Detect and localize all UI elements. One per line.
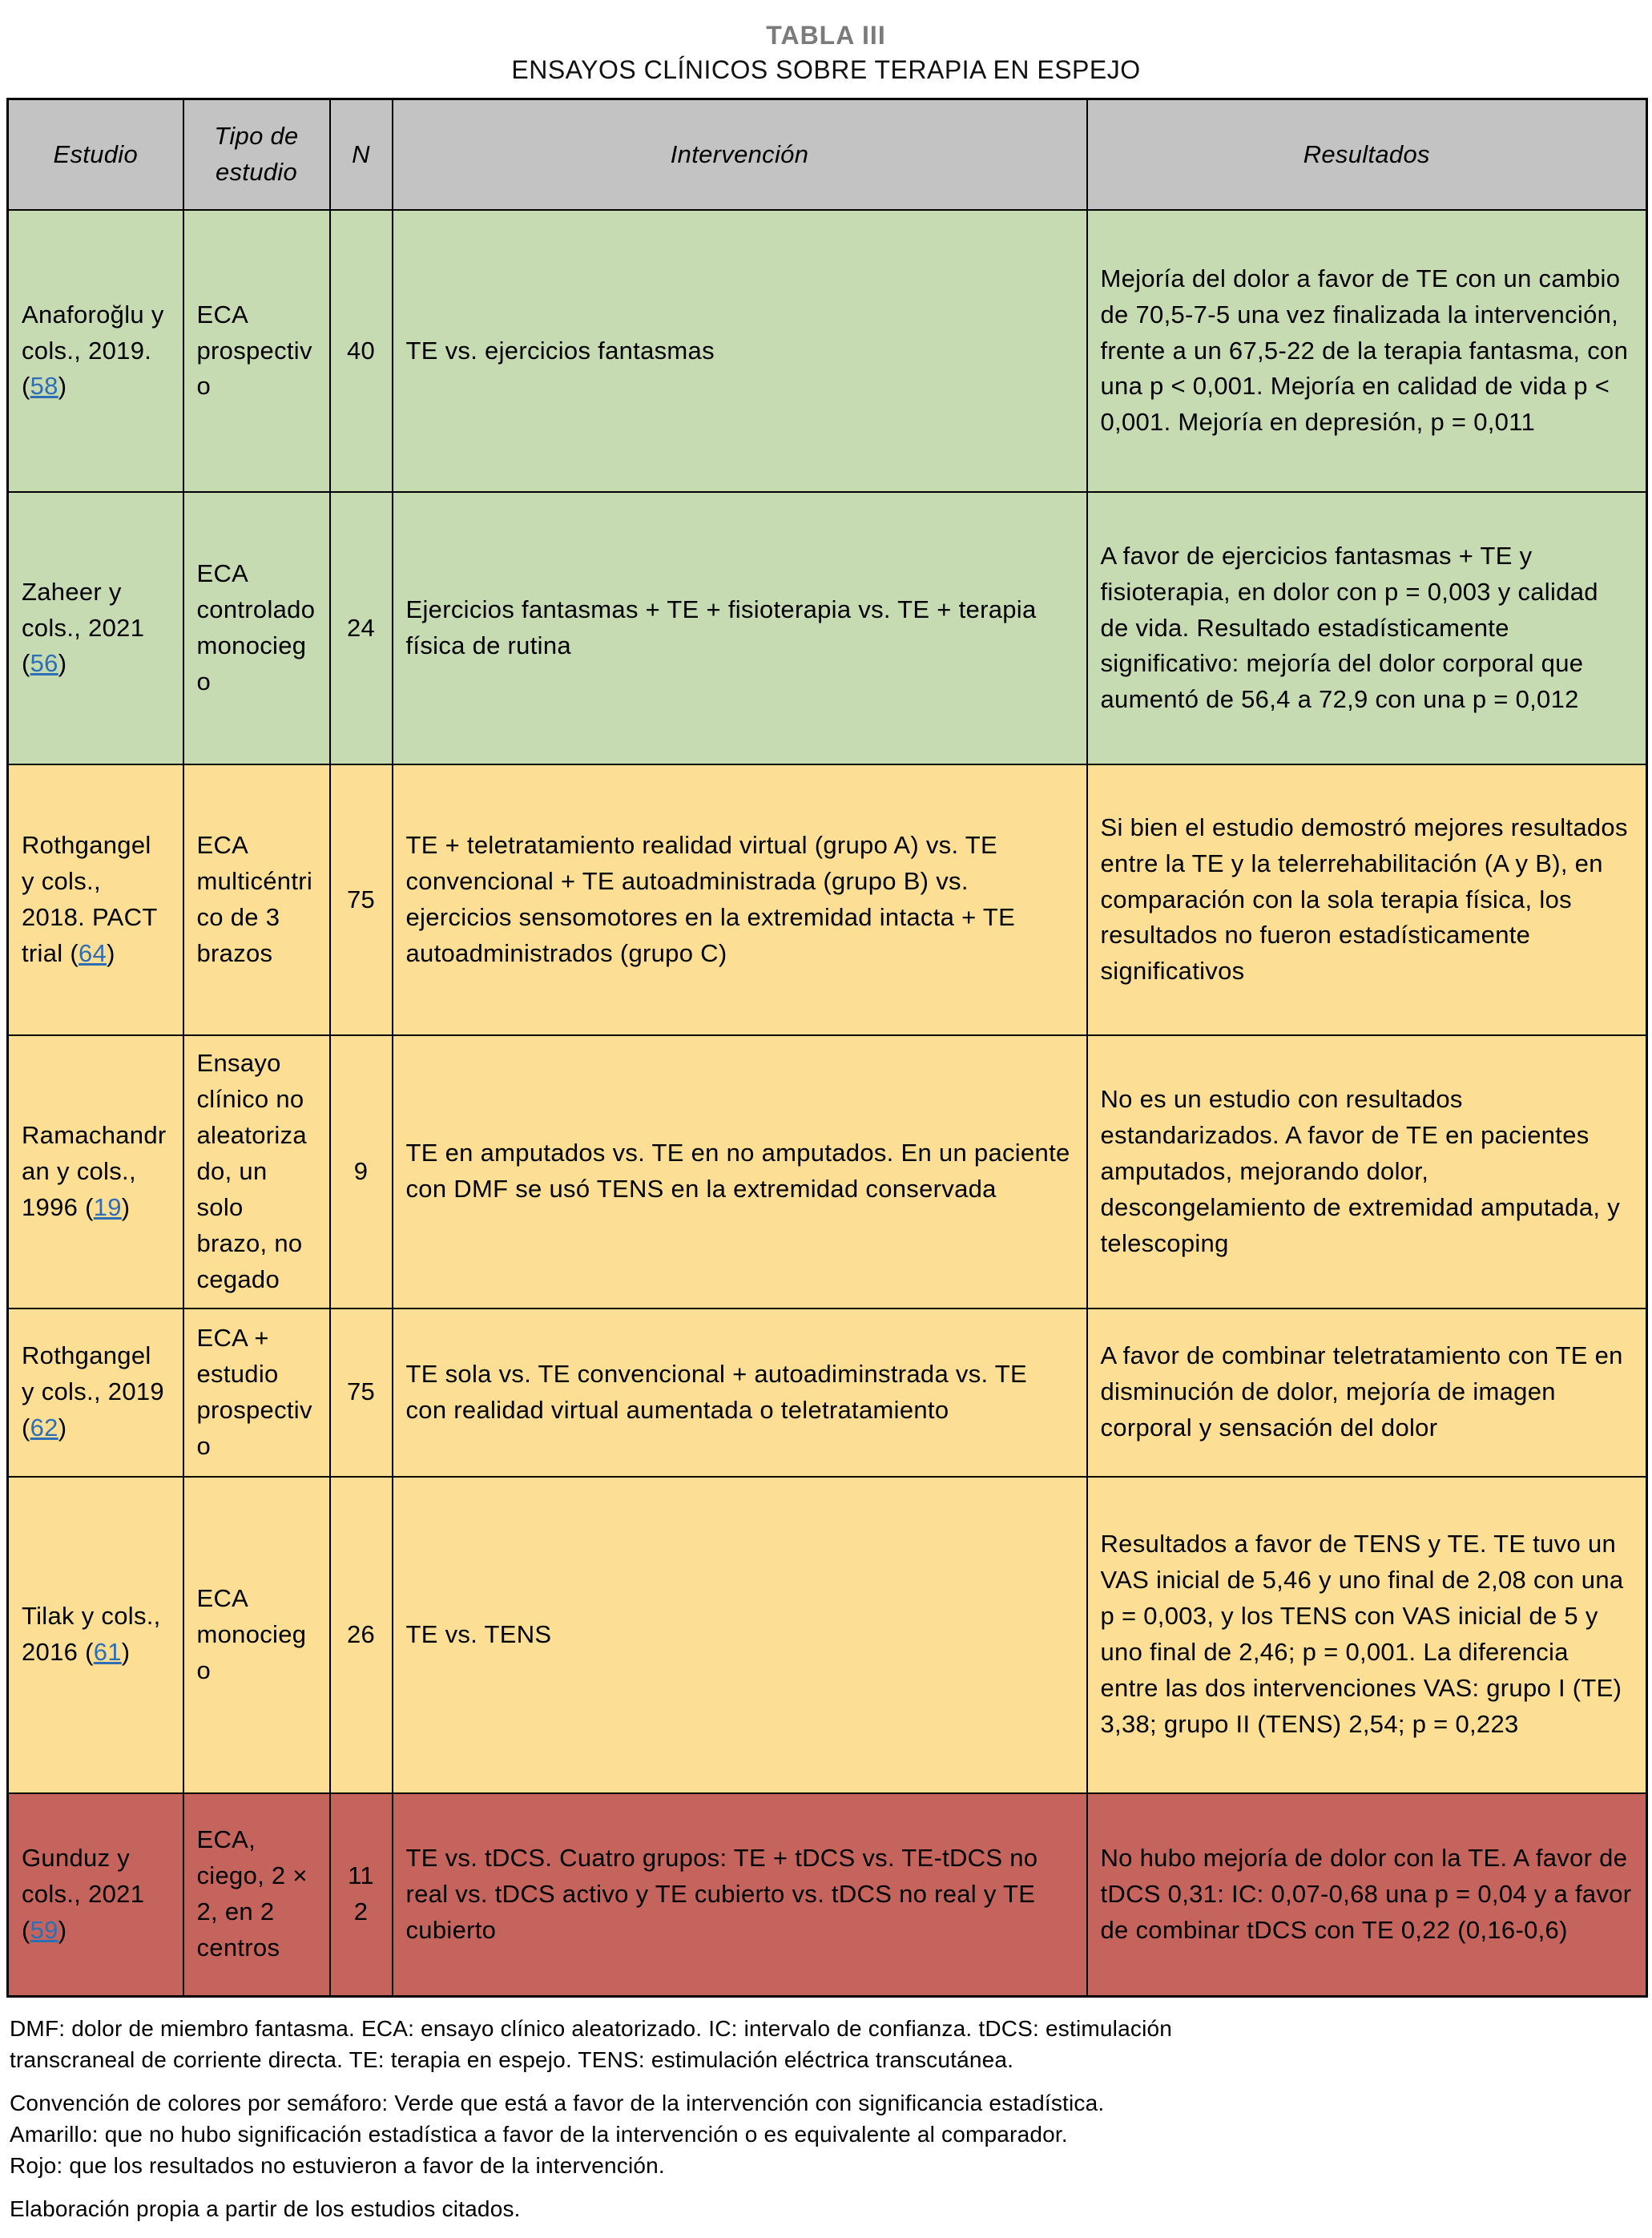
study-cell <box>8 492 183 764</box>
page-subtitle: ENSAYOS CLÍNICOS SOBRE TERAPIA EN ESPEJO <box>511 55 1141 84</box>
n-cell: 24 <box>330 492 393 764</box>
intervention-cell: TE en amputados vs. TE en no amputados. En un paciente con DMF se usó TENS en la extremidad conservada <box>393 1035 1087 1309</box>
results-cell: A favor de combinar teletratamiento con TE en disminución de dolor, mejoría de imagen corporal y sensación del dolor <box>1087 1309 1647 1477</box>
study-cell <box>8 764 183 1035</box>
results-cell: Resultados a favor de TENS y TE. TE tuvo un VAS inicial de 5,46 y uno final de 2,08 con una p = 0,003, y los TENS con VAS inicial de 5 y uno final de 2,46; p = 0,001. La diferencia entre las dos intervenciones VAS: grupo I (TE) 3,38; grupo II (TENS) 2,54; p = 0,223 <box>1087 1477 1647 1793</box>
clinical-trials-table <box>6 98 1648 1998</box>
table-row <box>8 492 1647 764</box>
study-cell <box>8 210 183 492</box>
page-title: TABLA III <box>766 21 886 50</box>
n-cell: 26 <box>330 1477 393 1793</box>
footnote-color-convention-line: Convención de colores por semáforo: Verde que está a favor de la intervención con significancia estadística. <box>10 2091 1105 2116</box>
intervention-cell: TE sola vs. TE convencional + autoadiminstrada vs. TE con realidad virtual aumentada o teletratamiento <box>393 1309 1087 1477</box>
results-cell: Si bien el estudio demostró mejores resultados entre la TE y la telerrehabilitación (A y B), en comparación con la sola terapia física, los resultados no fueron estadísticamente significativos <box>1087 764 1647 1035</box>
table-titles <box>0 21 1652 85</box>
table-footnotes <box>10 2014 1644 2225</box>
study-text: ) <box>107 938 115 967</box>
study-type-cell: ECA controlado monociego <box>183 492 330 764</box>
reference-link[interactable]: 58 <box>30 372 58 401</box>
study-text: ) <box>58 1915 67 1944</box>
reference-link[interactable]: 19 <box>93 1192 122 1221</box>
table-row <box>8 1309 1647 1477</box>
table-row <box>8 210 1647 492</box>
study-text: ) <box>58 1413 67 1442</box>
intervention-cell: TE vs. TENS <box>393 1477 1087 1793</box>
study-text: Rothgangel y cols., 2018. PACT trial ( <box>22 831 158 967</box>
reference-link[interactable]: 56 <box>30 649 58 678</box>
header-tipo-de-estudio: Tipo de estudio <box>183 99 330 211</box>
results-cell: A favor de ejercicios fantasmas + TE y fisioterapia, en dolor con p = 0,003 y calidad de vida. Resultado estadísticamente significativo: mejoría del dolor corporal que aumentó de 56,4 a 72,9 con una p = 0,012 <box>1087 492 1647 764</box>
study-type-cell: ECA multicéntrico de 3 brazos <box>183 764 330 1035</box>
study-text: ) <box>121 1638 131 1667</box>
study-text: Rothgangel y cols., 2019 ( <box>22 1341 164 1442</box>
study-cell <box>8 1793 183 1997</box>
table-row <box>8 1477 1647 1793</box>
study-text: Anaforoğlu y cols., 2019. ( <box>22 300 164 401</box>
footnote-source: Elaboración propia a partir de los estudios citados. <box>10 2196 521 2222</box>
table-row <box>8 764 1647 1035</box>
study-text: ) <box>58 649 67 678</box>
study-type-cell: ECA prospectivo <box>183 210 330 492</box>
n-cell: 40 <box>330 210 393 492</box>
study-type-cell: ECA, ciego, 2 × 2, en 2 centros <box>183 1793 330 1997</box>
study-type-cell: Ensayo clínico no aleatorizado, un solo brazo, no cegado <box>183 1035 330 1309</box>
header-n: N <box>330 99 393 211</box>
study-cell <box>8 1035 183 1309</box>
reference-link[interactable]: 62 <box>30 1413 58 1442</box>
study-cell <box>8 1477 183 1793</box>
results-cell: Mejoría del dolor a favor de TE con un cambio de 70,5-7-5 una vez finalizada la intervención, frente a un 67,5-22 de la terapia fantasma, con una p < 0,001. Mejoría en calidad de vida p < 0,001. Mejoría en depresión, p = 0,011 <box>1087 210 1647 492</box>
table-row <box>8 1793 1647 1997</box>
reference-link[interactable]: 61 <box>93 1638 122 1667</box>
header-row <box>8 99 1647 211</box>
table-row <box>8 1035 1647 1309</box>
study-type-cell: ECA + estudio prospectivo <box>183 1309 330 1477</box>
study-cell <box>8 1309 183 1477</box>
intervention-cell: TE vs. tDCS. Cuatro grupos: TE + tDCS vs. TE-tDCS no real vs. tDCS activo y TE cubierto vs. tDCS no real y TE cubierto <box>393 1793 1087 1997</box>
study-type-cell: ECA monociego <box>183 1477 330 1793</box>
study-text: Tilak y cols., 2016 ( <box>22 1602 161 1667</box>
intervention-cell: Ejercicios fantasmas + TE + fisioterapia vs. TE + terapia física de rutina <box>393 492 1087 764</box>
study-text: Ramachandran y cols., 1996 ( <box>22 1120 167 1221</box>
study-text: Zaheer y cols., 2021 ( <box>22 577 145 678</box>
footnote-color-convention-line: Rojo: que los resultados no estuvieron a favor de la intervención. <box>10 2152 665 2178</box>
study-text: ) <box>58 372 67 401</box>
n-cell: 9 <box>330 1035 393 1309</box>
results-cell: No es un estudio con resultados estandarizados. A favor de TE en pacientes amputados, mejorando dolor, descongelamiento de extremidad amputada, y telescoping <box>1087 1035 1647 1309</box>
n-cell: 75 <box>330 764 393 1035</box>
n-cell: 112 <box>330 1793 393 1997</box>
footnote-color-convention <box>10 2088 1644 2181</box>
footnote-abbreviations: DMF: dolor de miembro fantasma. ECA: ensayo clínico aleatorizado. IC: intervalo de confianza. tDCS: estimulación transcraneal de corriente directa. TE: terapia en espejo. TENS: estimulación eléctrica transcutánea. <box>10 2016 1173 2072</box>
header-estudio: Estudio <box>8 99 183 211</box>
study-text: ) <box>121 1192 131 1221</box>
n-cell: 75 <box>330 1309 393 1477</box>
header-intervencion: Intervención <box>393 99 1087 211</box>
results-cell: No hubo mejoría de dolor con la TE. A favor de tDCS 0,31: IC: 0,07-0,68 una p = 0,04 y a favor de combinar tDCS con TE 0,22 (0,16-0,6) <box>1087 1793 1647 1997</box>
header-resultados: Resultados <box>1087 99 1647 211</box>
intervention-cell: TE + teletratamiento realidad virtual (grupo A) vs. TE convencional + TE autoadministrada (grupo B) vs. ejercicios sensomotores en la extremidad intacta + TE autoadministrados (grupo C) <box>393 764 1087 1035</box>
intervention-cell: TE vs. ejercicios fantasmas <box>393 210 1087 492</box>
reference-link[interactable]: 59 <box>30 1915 58 1944</box>
footnote-color-convention-line: Amarillo: que no hubo significación estadística a favor de la intervención o es equivalente al comparador. <box>10 2121 1068 2147</box>
study-text: Gunduz y cols., 2021 ( <box>22 1843 145 1944</box>
reference-link[interactable]: 64 <box>79 938 107 967</box>
